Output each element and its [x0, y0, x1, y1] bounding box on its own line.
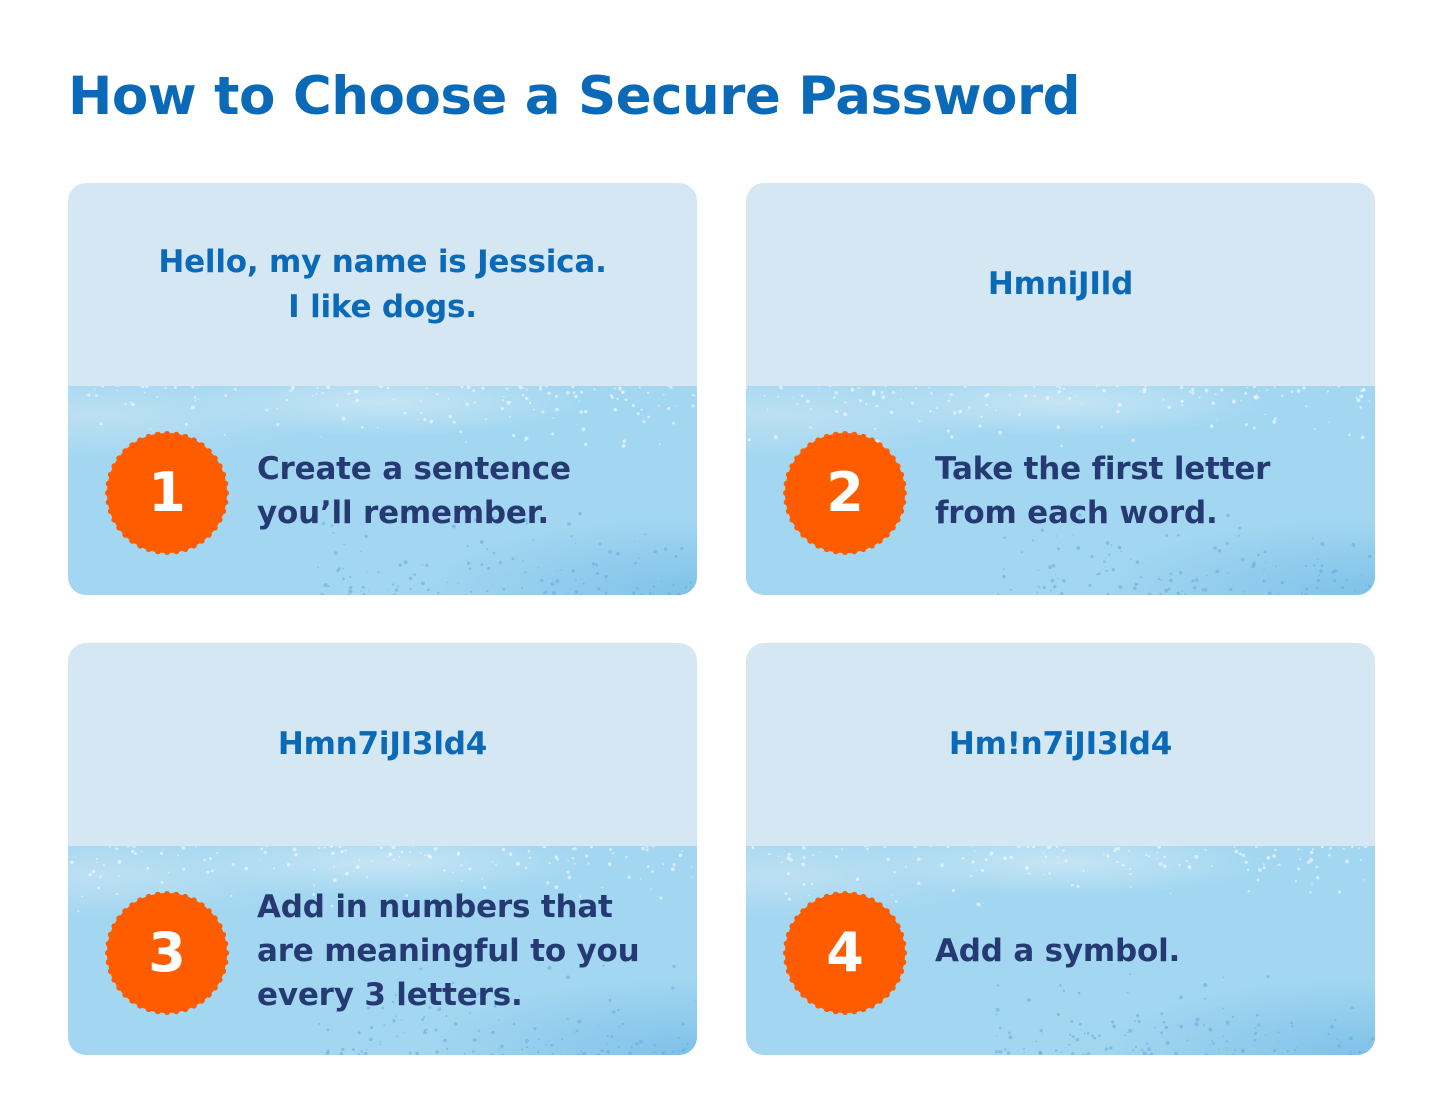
speckle-dot: [774, 435, 778, 439]
speckle-dot: [131, 850, 134, 853]
speckle-dot: [876, 405, 879, 408]
speckle-dot: [811, 883, 813, 885]
step-badge: [105, 891, 229, 1015]
speckle-dot: [929, 846, 931, 847]
speckle-dot: [928, 387, 930, 389]
speckle-dot: [118, 875, 120, 877]
speckle-dot: [781, 862, 783, 864]
speckle-dot: [900, 390, 902, 392]
speckle-dot: [833, 396, 836, 399]
step-number: 3: [148, 921, 186, 984]
speckle-dot: [132, 846, 135, 848]
speckle-dot: [746, 387, 747, 390]
speckle-dot: [841, 848, 843, 850]
instruction-panel: [68, 846, 697, 1055]
speckle-dot: [134, 852, 137, 855]
speckle-dot: [99, 422, 102, 425]
speckle-dot: [691, 876, 692, 877]
speckle-dot: [905, 866, 907, 868]
step-badge: [105, 431, 229, 555]
speckle-dot: [144, 391, 146, 393]
speckle-dot: [768, 853, 770, 855]
example-panel: [68, 183, 697, 386]
example-panel: [68, 643, 697, 846]
speckle-dot: [764, 395, 766, 397]
speckle-dot: [829, 386, 831, 387]
speckle-dot: [96, 858, 98, 860]
example-text: Hello, my name is Jessica. I like dogs.: [158, 243, 607, 325]
instruction-text: Create a sentence you’ll remember.: [257, 450, 571, 531]
example-panel: [746, 183, 1375, 386]
speckle-dot: [915, 387, 917, 389]
speckle-dot: [803, 883, 806, 886]
speckle-dot: [779, 386, 783, 390]
step-card-3: [68, 643, 697, 1055]
speckle-dot: [182, 868, 185, 871]
speckle-dot: [850, 388, 854, 392]
speckle-dot: [146, 867, 149, 870]
speckle-dot: [844, 401, 847, 404]
speckle-dot: [130, 401, 132, 403]
speckle-dot: [211, 869, 214, 872]
instruction-text: Take the first letter from each word.: [935, 450, 1271, 531]
speckle-dot: [810, 408, 812, 410]
speckle-dot: [185, 423, 188, 426]
speckle-dot: [141, 386, 145, 388]
speckle-dot: [884, 386, 886, 387]
speckle-dot: [820, 851, 821, 852]
speckle-dot: [818, 388, 819, 389]
speckle-dot: [182, 846, 186, 850]
speckle-dot: [867, 846, 868, 847]
speckle-dot: [900, 399, 901, 400]
speckle-dot: [156, 396, 158, 398]
speckle-dot: [103, 864, 105, 866]
speckle-dot: [929, 410, 932, 413]
speckle-dot: [94, 389, 95, 390]
speckle-dot: [244, 867, 248, 871]
speckle-dot: [835, 855, 838, 858]
instruction-panel: [68, 386, 697, 595]
step-badge: [783, 431, 907, 555]
speckle-dot: [694, 1001, 696, 1003]
speckle-dot: [806, 399, 810, 403]
speckle-dot: [164, 387, 166, 389]
speckle-dot: [694, 395, 696, 397]
speckle-dot: [835, 410, 838, 413]
speckle-dot: [70, 860, 74, 864]
speckle-dot: [141, 851, 142, 852]
speckle-dot: [203, 859, 205, 861]
speckle-dot: [748, 438, 751, 441]
speckle-dot: [864, 846, 866, 847]
speckle-dot: [930, 392, 933, 395]
speckle-dot: [89, 873, 92, 876]
speckle-dot: [77, 910, 79, 912]
speckle-dot: [866, 847, 869, 850]
speckle-dot: [197, 399, 199, 401]
speckle-dot: [161, 881, 164, 884]
speckle-dot: [96, 862, 98, 864]
speckle-dot: [856, 877, 860, 881]
speckle-dot: [232, 863, 235, 866]
speckle-dot: [881, 391, 884, 394]
speckle-dot: [191, 406, 195, 410]
speckle-dot: [911, 402, 914, 405]
speckle-dot: [115, 847, 118, 850]
speckle-dot: [118, 386, 119, 387]
example-text: Hmn7iJI3ld4: [277, 726, 488, 762]
speckle-dot: [191, 386, 194, 388]
step-card-4: [746, 643, 1375, 1055]
speckle-dot: [813, 854, 815, 856]
speckle-dot: [769, 853, 771, 855]
speckle-dot: [150, 428, 151, 429]
speckle-dot: [689, 581, 692, 584]
speckle-dot: [97, 887, 100, 890]
speckle-dot: [101, 386, 104, 388]
step-number: 4: [826, 921, 864, 984]
speckle-dot: [793, 397, 794, 398]
speckle-dot: [1369, 400, 1371, 402]
step-card-1: [68, 183, 697, 595]
speckle-dot: [843, 412, 847, 416]
speckle-dot: [68, 404, 69, 406]
speckle-dot: [801, 395, 804, 398]
speckle-dot: [109, 846, 111, 848]
example-text: HmniJIld: [987, 266, 1134, 302]
speckle-dot: [224, 394, 227, 397]
speckle-dot: [786, 856, 790, 860]
instruction-text: Add a symbol.: [935, 932, 1181, 969]
speckle-dot: [116, 390, 117, 391]
page-title: How to Choose a Secure Password: [68, 66, 1081, 127]
speckle-dot: [890, 410, 894, 414]
speckle-dot: [835, 391, 838, 394]
speckle-dot: [92, 870, 95, 873]
instruction-text: Add in numbers that are meaningful to you every 3 letters.: [257, 888, 640, 1013]
speckle-dot: [209, 857, 212, 860]
speckle-dot: [767, 409, 769, 411]
speckle-dot: [801, 863, 805, 867]
speckle-dot: [691, 866, 693, 868]
speckle-dot: [858, 387, 860, 389]
speckle-dot: [81, 895, 83, 897]
speckle-dot: [168, 872, 170, 874]
speckle-dot: [68, 389, 69, 390]
speckle-dot: [1368, 555, 1371, 558]
speckle-dot: [115, 386, 117, 387]
speckle-dot: [117, 860, 121, 864]
speckle-dot: [160, 852, 163, 855]
speckle-dot: [917, 882, 921, 886]
speckle-dot: [917, 857, 921, 861]
speckle-dot: [796, 403, 798, 405]
speckle-dot: [865, 403, 867, 405]
speckle-dot: [124, 403, 126, 405]
speckle-dot: [1366, 585, 1367, 586]
speckle-dot: [195, 846, 197, 847]
speckle-dot: [802, 846, 806, 850]
speckle-dot: [859, 399, 862, 402]
speckle-dot: [881, 396, 885, 400]
speckle-dot: [95, 394, 98, 397]
speckle-dot: [918, 420, 920, 422]
speckle-dot: [234, 388, 237, 391]
speckle-dot: [194, 396, 196, 398]
speckle-dot: [893, 871, 896, 874]
step-badge: [783, 891, 907, 1015]
speckle-dot: [1368, 585, 1371, 588]
speckle-dot: [803, 856, 806, 859]
speckle-dot: [692, 404, 695, 407]
step-number: 2: [826, 461, 864, 524]
step-card-2: [746, 183, 1375, 595]
speckle-dot: [180, 846, 182, 847]
speckle-dot: [131, 403, 135, 407]
speckle-dot: [874, 428, 876, 430]
example-panel: [746, 643, 1375, 846]
speckle-dot: [778, 856, 780, 858]
speckle-dot: [787, 872, 790, 875]
speckle-dot: [692, 394, 694, 396]
speckle-dot: [230, 895, 232, 897]
speckle-dot: [216, 852, 218, 854]
speckle-dot: [1371, 1037, 1374, 1040]
speckle-dot: [883, 846, 886, 848]
speckle-dot: [174, 386, 177, 389]
speckle-dot: [145, 386, 149, 388]
speckle-dot: [206, 871, 209, 874]
speckle-dot: [1369, 591, 1372, 594]
speckle-dot: [914, 846, 917, 848]
speckle-dot: [788, 853, 791, 856]
speckle-dot: [777, 396, 779, 398]
speckle-dot: [87, 393, 90, 396]
speckle-dot: [127, 846, 130, 847]
speckle-dot: [872, 390, 876, 394]
instruction-panel: [746, 386, 1375, 595]
speckle-dot: [177, 854, 179, 856]
speckle-dot: [810, 426, 812, 428]
step-number: 1: [148, 461, 186, 524]
speckle-dot: [99, 876, 101, 878]
example-text: Hm!n7iJI3ld4: [948, 726, 1173, 762]
speckle-dot: [892, 391, 895, 394]
speckle-dot: [195, 400, 197, 402]
instruction-panel: [746, 846, 1375, 1055]
speckle-dot: [886, 858, 889, 861]
